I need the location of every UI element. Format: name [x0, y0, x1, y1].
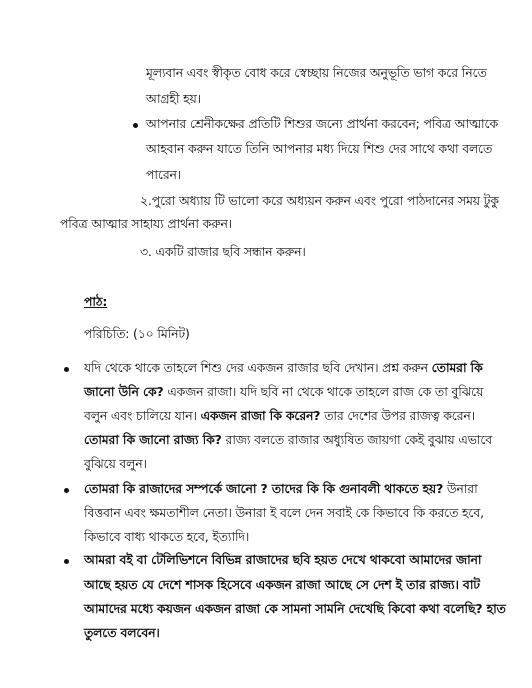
plain-text: রাজ্য বলতে রাজার অধ্যুষিত জায়গা কেই বুঝায় এভাবে: [221, 432, 493, 447]
bullet-text-line: আপনার শ্রেনীকক্ষের প্রতিটি শিশুর জন্যে প্রার্থনা করবেন; পবিত্র আত্মাকে: [146, 116, 498, 131]
bullet-text-line: আমরা বই বা টেলিভিশনে বিভিন্ন রাজাদের ছবি হয়ত দেখে থাকবো আমাদের জানা: [84, 552, 482, 567]
bullet-text-line: [84, 406, 475, 426]
bullet-icon: [64, 488, 69, 493]
instruction-item-2: ২.পুরো অধ্যায় টি ভালো করে অধ্যয়ন করুন এবং পুরো পাঠদানের সময় টুকু: [140, 193, 499, 208]
continued-text-line: আগ্রহী হয়।: [146, 91, 201, 106]
plain-text: উনারা: [443, 481, 478, 496]
instruction-item-3: ৩. একটি রাজার ছবি সন্ধান করুন।: [140, 244, 306, 259]
lesson-heading: পাঠ:: [84, 294, 108, 309]
plain-text: তার দেশের উপর রাজত্ব করেন।: [320, 408, 475, 423]
continued-text-line: মূল্যবান এবং স্বীকৃত বোধ করে স্বেচ্ছায় নিজের অনুভূতি ভাগ করে নিতে: [146, 65, 487, 80]
bold-question: তোমরা কি রাজাদের সম্পর্কে জানো ? তাদের কি কি গুনাবলী থাকতে হয়?: [84, 481, 444, 496]
bullet-icon: [64, 367, 69, 372]
bullet-text-line: আহবান করুন যাতে তিনি আপনার মধ্য দিয়ে শিশু দের সাথে কথা বলতে: [146, 141, 493, 156]
bullet-text-line: [84, 382, 483, 402]
bullet-text-line: পারেন।: [146, 167, 182, 182]
bullet-text-line: আমাদের মধ্যে কয়জন একজন রাজা কে সামনা সামনি দেখেছি কিবো কথা বলেছি? হাত: [84, 601, 506, 616]
bullet-text-line: তুলতে বলবেন।: [84, 625, 160, 640]
bullet-text-line: [84, 430, 492, 450]
bold-question: একজন রাজা কি করেন?: [200, 408, 321, 423]
bold-question: তোমরা কি: [431, 360, 483, 375]
instruction-item-2-cont: পবিত্র আত্মার সাহায্য প্রার্থনা করুন।: [60, 216, 232, 231]
bold-question: জানো উনি কে?: [84, 384, 164, 399]
bullet-icon: [64, 559, 69, 564]
bullet-text-line: কিভাবে বাধ্য থাকতে হবে, ইত্যাদি।: [84, 529, 250, 544]
bullet-text-line: [84, 358, 483, 378]
intro-label: পরিচিতি: (১০ মিনিট): [84, 326, 190, 341]
bullet-text-line: বিত্তবান এবং ক্ষমতাশীল নেতা। উনারা ই বলে দেন সবাই কে কিভাবে কি করতে হবে,: [84, 505, 484, 520]
bullet-text-line: আছে হয়ত যে দেশে শাসক হিসেবে একজন রাজা আছে সে দেশ ই তার রাজ্য। বাট: [84, 577, 480, 592]
plain-text: একজন রাজা। যদি ছবি না থেকে থাকে তাহলে রাজ কে তা বুঝিয়ে: [163, 384, 484, 399]
plain-text: যদি থেকে থাকে তাহলে শিশু দের একজন রাজার ছবি দেখান। প্রশ্ন করুন: [84, 360, 432, 375]
plain-text: বলুন এবং চালিয়ে যান।: [84, 408, 201, 423]
bold-question: তোমরা কি জানো রাজ্য কি?: [84, 432, 222, 447]
bullet-text-line: [84, 479, 478, 499]
bullet-icon: [133, 123, 138, 128]
bullet-text-line: বুঝিয়ে বলুন।: [84, 456, 147, 471]
